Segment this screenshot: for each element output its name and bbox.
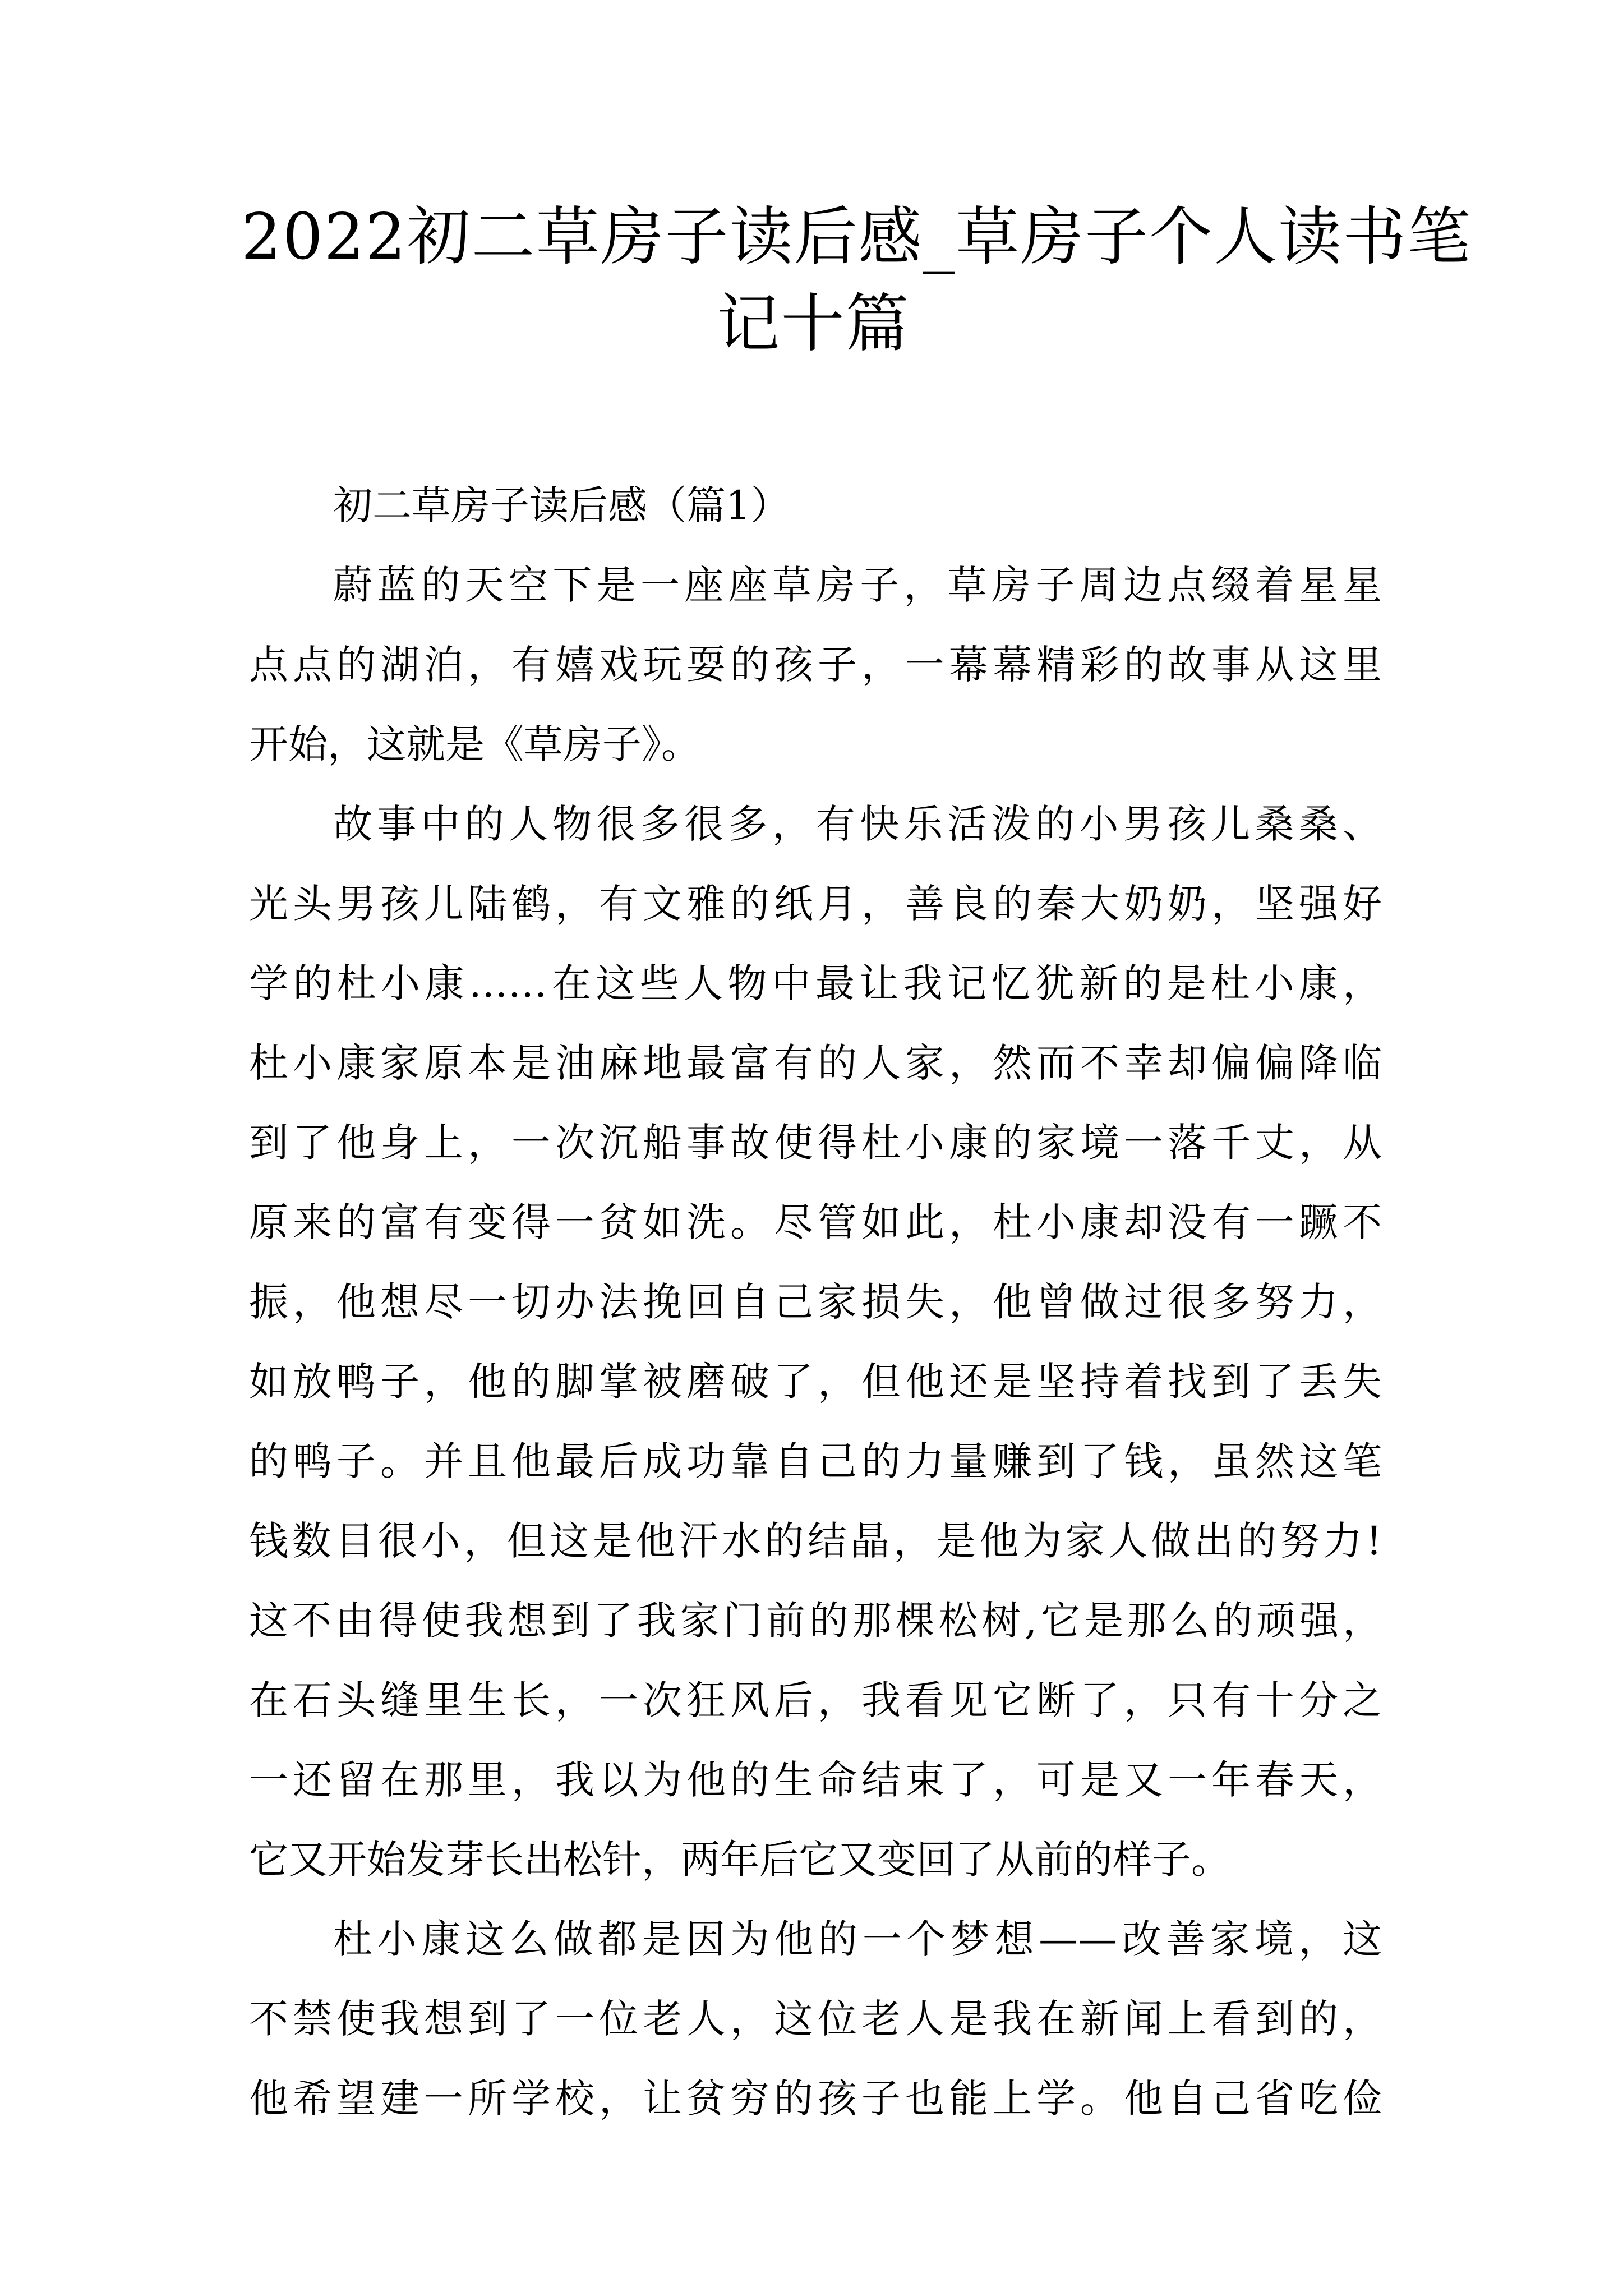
paragraph-1 bbox=[249, 545, 1382, 784]
paragraph-2 bbox=[249, 784, 1382, 1899]
section-heading bbox=[249, 466, 1382, 545]
paragraph-line: 学的杜小康……在这些人物中最让我记忆犹新的是杜小康， bbox=[249, 960, 1382, 1006]
paragraph-line: 在石头缝里生长，一次狂风后，我看见它断了，只有十分之 bbox=[249, 1677, 1382, 1723]
paragraph-line: 钱数目很小，但这是他汗水的结晶，是他为家人做出的努力! bbox=[249, 1518, 1382, 1564]
title-line-1: 2022初二草房子读后感_草房子个人读书笔 bbox=[241, 200, 1472, 274]
paragraph-line: 不禁使我想到了一位老人，这位老人是我在新闻上看到的， bbox=[249, 1996, 1382, 2042]
paragraph-line: 他希望建一所学校，让贫穷的孩子也能上学。他自己省吃俭 bbox=[249, 2076, 1382, 2122]
paragraph-line: 如放鸭子，他的脚掌被磨破了，但他还是坚持着找到了丢失 bbox=[249, 1359, 1382, 1405]
paragraph-line: 一还留在那里，我以为他的生命结束了，可是又一年春天， bbox=[249, 1757, 1382, 1803]
paragraph-line: 点点的湖泊，有嬉戏玩耍的孩子，一幕幕精彩的故事从这里 bbox=[249, 642, 1382, 688]
paragraph-line: 原来的富有变得一贫如洗。尽管如此，杜小康却没有一蹶不 bbox=[249, 1199, 1382, 1245]
paragraph-line: 光头男孩儿陆鹤，有文雅的纸月，善良的秦大奶奶，坚强好 bbox=[249, 881, 1382, 927]
title-line-2: 记十篇 bbox=[716, 287, 910, 361]
paragraph-line: 杜小康家原本是油麻地最富有的人家，然而不幸却偏偏降临 bbox=[249, 1040, 1382, 1086]
paragraph-3 bbox=[249, 1899, 1382, 2138]
document-body bbox=[249, 466, 1382, 2138]
paragraph-line: 蔚蓝的天空下是一座座草房子，草房子周边点缀着星星 bbox=[333, 562, 1382, 608]
paragraph-line: 的鸭子。并且他最后成功靠自己的力量赚到了钱，虽然这笔 bbox=[249, 1438, 1382, 1484]
section-heading-text: 初二草房子读后感（篇1） bbox=[333, 482, 790, 528]
paragraph-line: 开始，这就是《草房子》。 bbox=[249, 721, 700, 767]
paragraph-line: 到了他身上，一次沉船事故使得杜小康的家境一落千丈，从 bbox=[249, 1120, 1382, 1166]
paragraph-line: 杜小康这么做都是因为他的一个梦想——改善家境，这 bbox=[333, 1916, 1382, 1962]
document-title bbox=[241, 194, 1472, 367]
paragraph-line: 故事中的人物很多很多，有快乐活泼的小男孩儿桑桑、 bbox=[333, 801, 1382, 847]
paragraph-line: 这不由得使我想到了我家门前的那棵松树,它是那么的顽强， bbox=[249, 1598, 1382, 1644]
paragraph-line: 振，他想尽一切办法挽回自己家损失，他曾做过很多努力， bbox=[249, 1279, 1382, 1325]
paragraph-line: 它又开始发芽长出松针，两年后它又变回了从前的样子。 bbox=[249, 1837, 1230, 1883]
